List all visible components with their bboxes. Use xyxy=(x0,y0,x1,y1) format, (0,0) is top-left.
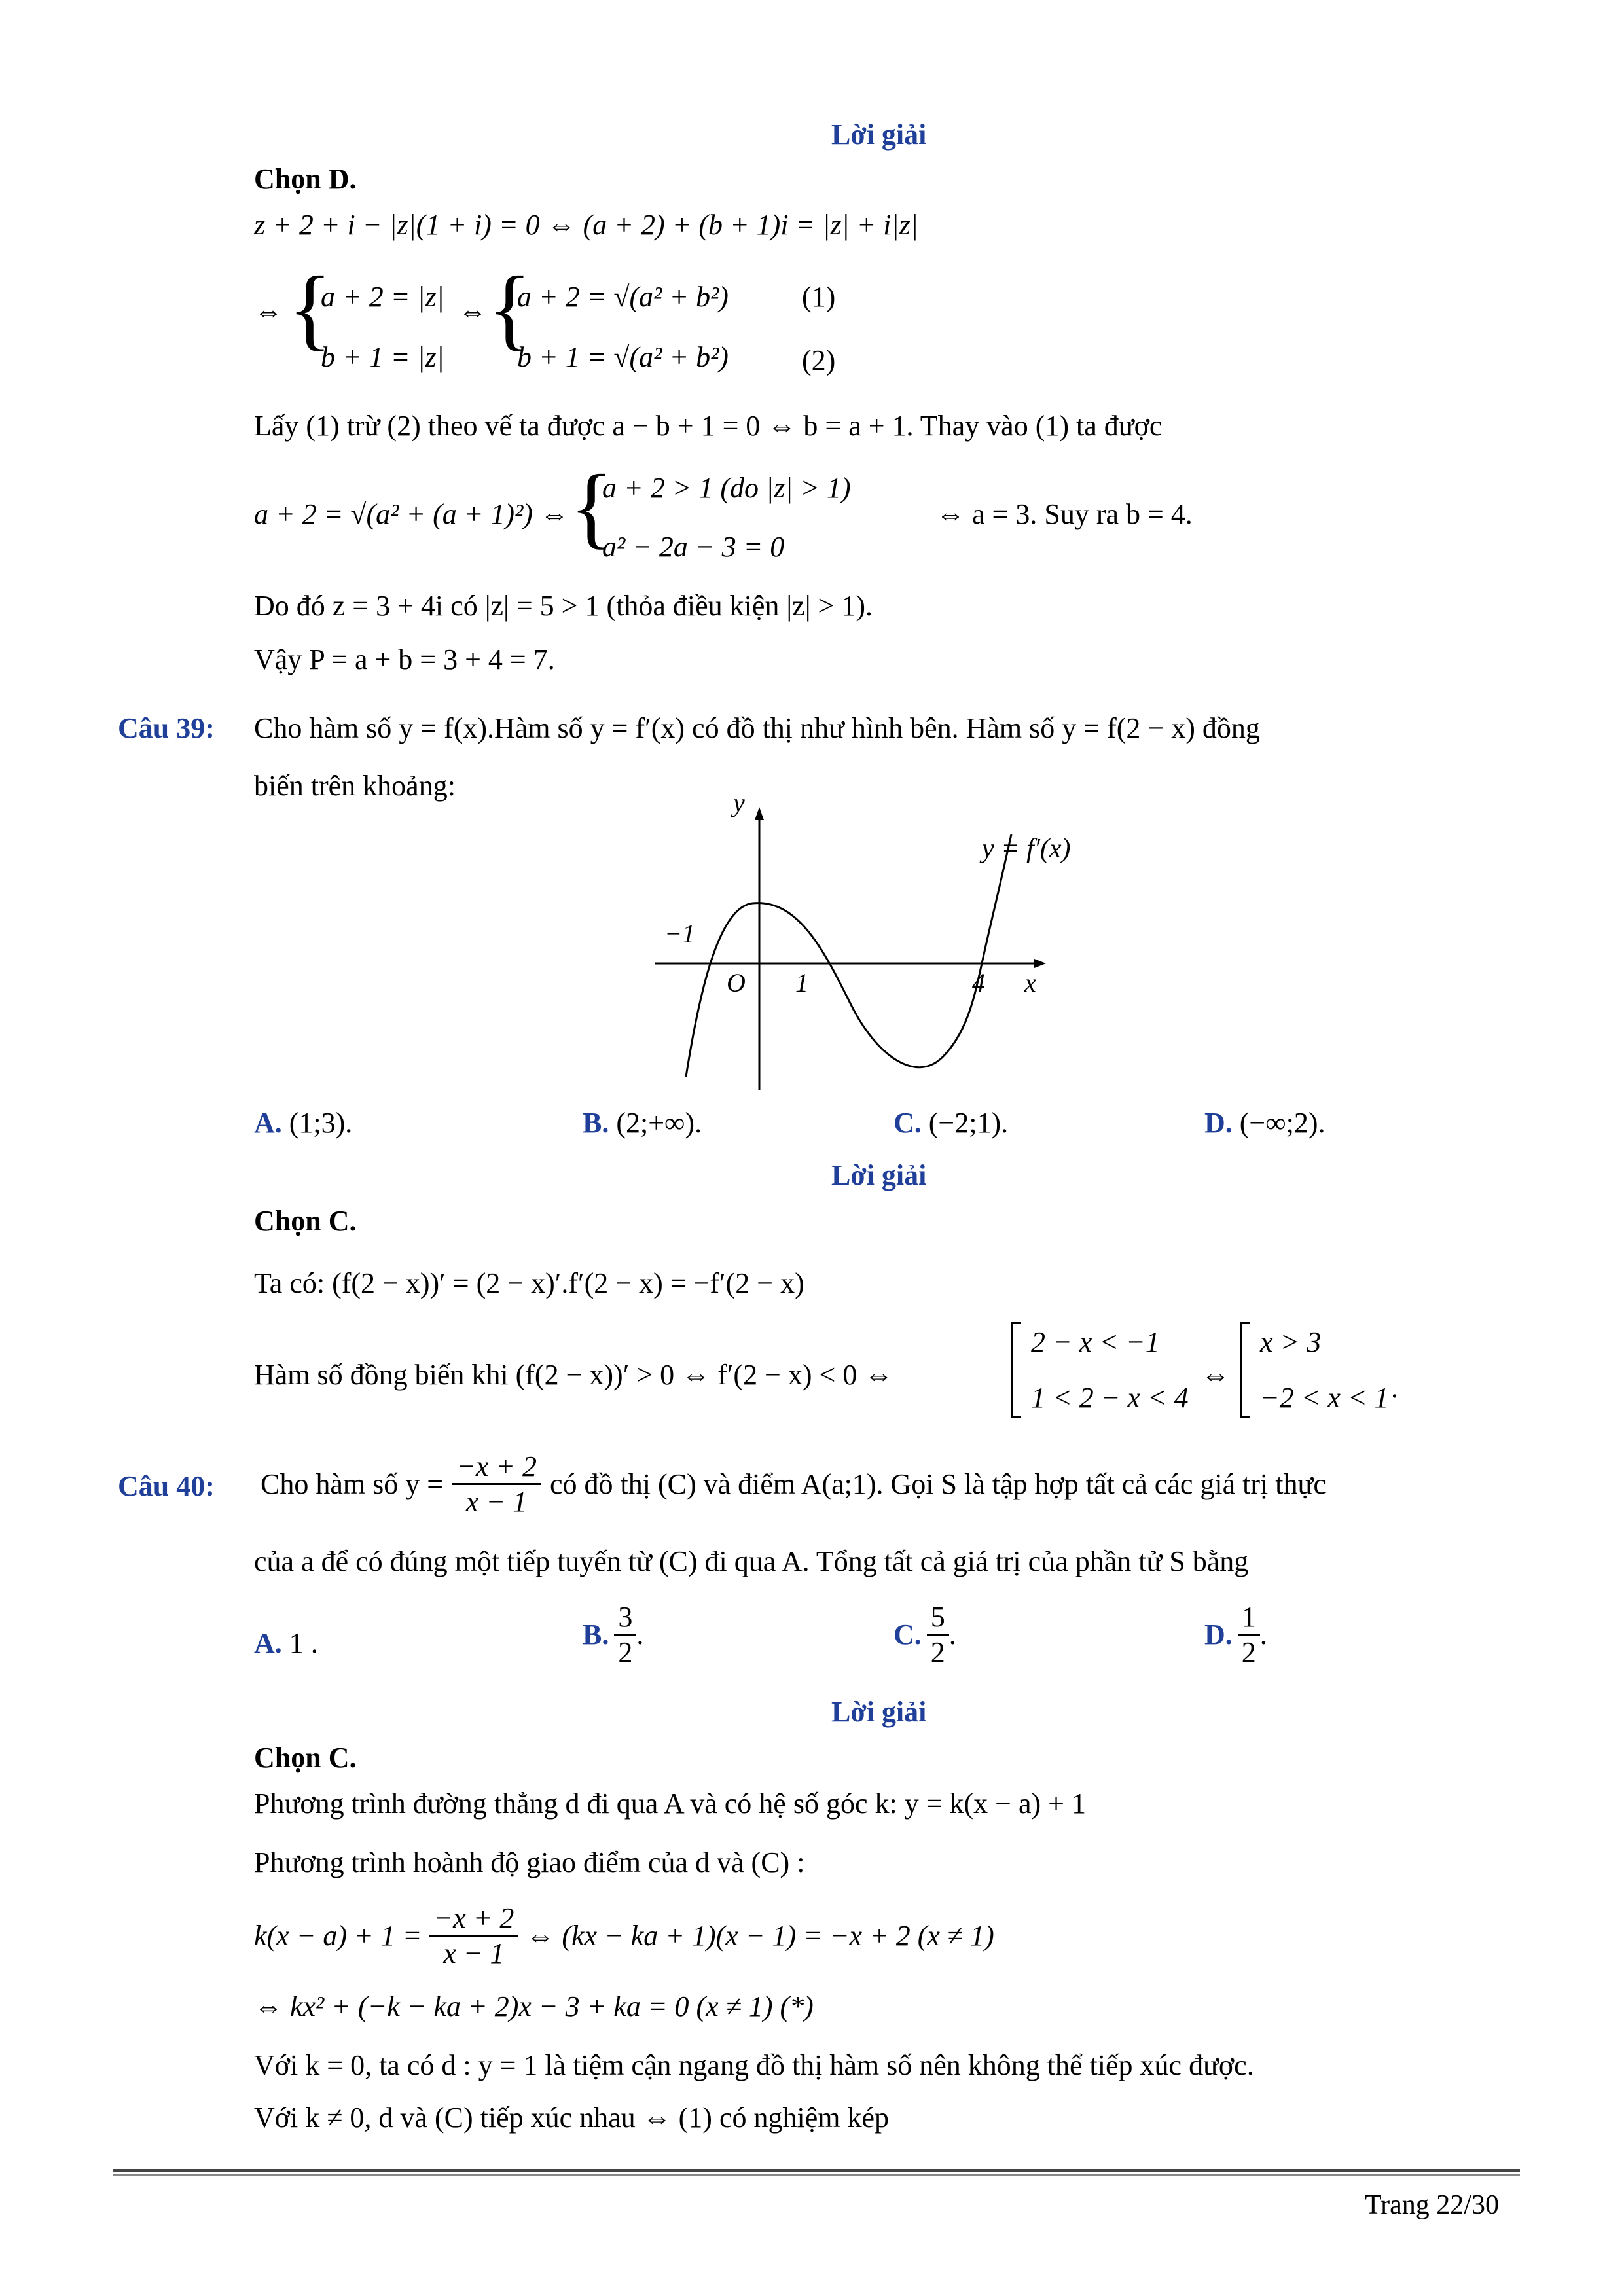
question-40-frac-den: x − 1 xyxy=(465,1486,528,1518)
solution-choice-3: Chọn C. xyxy=(254,1742,357,1774)
solution-1-line-6: Vậy P = a + b = 3 + 4 = 7. xyxy=(254,643,555,675)
solution-choice-1: Chọn D. xyxy=(254,163,357,195)
curve-label: y = f′(x) xyxy=(982,834,1071,864)
solution-1-line-1: z + 2 + i − |z|(1 + i) = 0 ⇔ (a + 2) + (b + 1)i = |z| + i|z| xyxy=(254,209,918,241)
system-1-eq-2: b + 1 = |z| xyxy=(321,341,444,373)
question-40-text-2: của a để có đúng một tiếp tuyến từ (C) đi qua A. Tổng tất cả giá trị của phần tử S bằng xyxy=(254,1545,1249,1577)
q40-option-b-num: 3 xyxy=(614,1600,636,1636)
system-3-eq-2: a² − 2a − 3 = 0 xyxy=(602,531,785,563)
x-axis-label: x xyxy=(1024,968,1036,997)
solution-3-line-6: Với k ≠ 0, d và (C) tiếp xúc nhau ⇔ (1) có nghiệm kép xyxy=(254,2102,889,2134)
q40-option-a-value: 1 . xyxy=(289,1627,318,1659)
q40-option-c-period: . xyxy=(948,1619,956,1651)
footer-rule-thin xyxy=(113,2174,1520,2176)
solution-3-frac-den: x − 1 xyxy=(443,1937,505,1969)
solution-heading-2: Lời giải xyxy=(831,1159,927,1191)
solution-1-line-4d: ⇔ a = 3. Suy ra b = 4. xyxy=(936,498,1193,530)
question-40-fraction xyxy=(452,1450,541,1518)
solution-choice-2: Chọn C. xyxy=(254,1205,357,1237)
bracket-2-eq-1: x > 3 xyxy=(1260,1326,1322,1358)
solution-1-line-4a: a + 2 = √(a² + (a + 1)²) ⇔ xyxy=(254,498,569,530)
solution-heading-3: Lời giải xyxy=(831,1696,927,1728)
derivative-curve xyxy=(686,834,1011,1077)
page-number: Trang 22/30 xyxy=(1365,2190,1499,2220)
system-2-eq-1: a + 2 = √(a² + b²) xyxy=(517,281,729,313)
solution-3-line-2: Phương trình hoành độ giao điểm của d và (C) : xyxy=(254,1846,805,1878)
q39-option-c[interactable] xyxy=(893,1106,1008,1139)
equation-tag-1: (1) xyxy=(802,281,836,313)
tick-label-4: 4 xyxy=(972,968,985,997)
tick-label-1: 1 xyxy=(795,968,808,997)
solution-3-frac-num: −x + 2 xyxy=(429,1901,518,1937)
bracket-2 xyxy=(1240,1322,1250,1418)
bracket-2-eq-2: −2 < x < 1 xyxy=(1260,1382,1389,1414)
solution-heading-1: Lời giải xyxy=(831,118,927,151)
equivalence-symbol: ⇔ xyxy=(254,295,283,327)
y-axis-arrow xyxy=(755,807,764,820)
solution-3-line-5: Với k = 0, ta có d : y = 1 là tiệm cận ngang đồ thị hàm số nên không thể tiếp xúc được. xyxy=(254,2049,1254,2081)
q40-option-b-fraction xyxy=(614,1600,636,1669)
q39-option-c-value: (−2;1). xyxy=(928,1107,1009,1139)
question-39-text-1: Cho hàm số y = f(x).Hàm số y = f′(x) có đồ thị như hình bên. Hàm số y = f(2 − x) đồng xyxy=(254,712,1260,744)
q39-option-b-value: (2;+∞). xyxy=(616,1107,702,1139)
q40-option-b-letter: B. xyxy=(583,1619,609,1651)
q40-option-b-den: 2 xyxy=(618,1636,633,1668)
solution-1-line-5: Do đó z = 3 + 4i có |z| = 5 > 1 (thỏa điều kiện |z| > 1). xyxy=(254,590,873,622)
solution-3-line-3b: ⇔ (kx − ka + 1)(x − 1) = −x + 2 (x ≠ 1) xyxy=(526,1920,994,1952)
solution-2-line-2: Hàm số đồng biến khi (f(2 − x))′ > 0 ⇔ f′(2 − x) < 0 ⇔ xyxy=(254,1359,893,1391)
origin-label: O xyxy=(727,968,746,997)
footer-rule xyxy=(113,2169,1520,2172)
question-40-text-1 xyxy=(261,1450,1326,1518)
question-39-text-2: biến trên khoảng: xyxy=(254,770,456,802)
system-3-eq-1: a + 2 > 1 (do |z| > 1) xyxy=(602,472,851,504)
equation-tag-2: (2) xyxy=(802,344,836,376)
solution-3-line-3 xyxy=(254,1901,994,1970)
question-40-label: Câu 40: xyxy=(118,1470,215,1502)
q39-option-b[interactable] xyxy=(583,1106,702,1139)
solution-1-line-3: Lấy (1) trừ (2) theo vế ta được a − b + 1 = 0 ⇔ b = a + 1. Thay vào (1) ta được xyxy=(254,410,1163,442)
q40-option-d[interactable] xyxy=(1204,1600,1267,1669)
q40-option-c-fraction xyxy=(927,1600,949,1669)
bracket-1-eq-2: 1 < 2 − x < 4 xyxy=(1031,1382,1189,1414)
q40-option-d-num: 1 xyxy=(1238,1600,1260,1636)
q39-option-a-letter: A. xyxy=(254,1107,282,1139)
system-brace-1: { xyxy=(288,258,333,359)
question-39-label: Câu 39: xyxy=(118,712,215,744)
question-40-text-1b: có đồ thị (C) và điểm A(a;1). Gọi S là tập hợp tất cả các giá trị thực xyxy=(549,1468,1326,1500)
solution-3-line-3a: k(x − a) + 1 = xyxy=(254,1920,422,1952)
q40-option-b[interactable] xyxy=(583,1600,643,1669)
q40-option-c-letter: C. xyxy=(893,1619,922,1651)
equivalence-symbol-2: ⇔ xyxy=(458,295,487,327)
x-axis-arrow xyxy=(1034,959,1046,968)
system-1-eq-1: a + 2 = |z| xyxy=(321,281,444,313)
q40-option-b-period: . xyxy=(636,1619,644,1651)
solution-3-line-4: ⇔ kx² + (−k − ka + 2)x − 3 + ka = 0 (x ≠ 1) (*) xyxy=(254,1990,814,2022)
q40-option-a-letter: A. xyxy=(254,1627,282,1659)
q40-option-c-den: 2 xyxy=(930,1636,945,1668)
solution-2-line-1: Ta có: (f(2 − x))′ = (2 − x)′.f′(2 − x) = −f′(2 − x) xyxy=(254,1267,804,1299)
question-40-text-1a: Cho hàm số y = xyxy=(261,1468,444,1500)
q40-option-d-letter: D. xyxy=(1204,1619,1233,1651)
q40-option-d-den: 2 xyxy=(1241,1636,1256,1668)
q39-option-d-letter: D. xyxy=(1204,1107,1233,1139)
q39-option-d-value: (−∞;2). xyxy=(1239,1107,1326,1139)
q40-option-d-period: . xyxy=(1259,1619,1267,1651)
q39-option-d[interactable] xyxy=(1204,1106,1326,1139)
solution-3-fraction xyxy=(429,1901,518,1970)
q40-option-d-fraction xyxy=(1238,1600,1260,1669)
y-axis-label: y xyxy=(733,795,745,817)
q39-option-a-value: (1;3). xyxy=(289,1107,353,1139)
q39-option-a[interactable] xyxy=(254,1106,352,1139)
derivative-graph xyxy=(641,795,1139,1096)
bracket-1 xyxy=(1011,1322,1021,1418)
solution-3-line-1: Phương trình đường thẳng d đi qua A và có hệ số góc k: y = k(x − a) + 1 xyxy=(254,1787,1086,1820)
solution-2-period: . xyxy=(1391,1372,1398,1404)
system-brace-2: { xyxy=(488,258,532,359)
q40-option-c-num: 5 xyxy=(927,1600,949,1636)
system-2-eq-2: b + 1 = √(a² + b²) xyxy=(517,341,729,373)
system-brace-3: { xyxy=(569,456,614,558)
q40-option-c[interactable] xyxy=(893,1600,956,1669)
q39-option-c-letter: C. xyxy=(893,1107,922,1139)
equivalence-symbol-3: ⇔ xyxy=(1201,1359,1230,1391)
bracket-1-eq-1: 2 − x < −1 xyxy=(1031,1326,1160,1358)
question-40-frac-num: −x + 2 xyxy=(452,1450,541,1485)
q40-option-a[interactable] xyxy=(254,1626,318,1660)
q39-option-b-letter: B. xyxy=(583,1107,609,1139)
tick-label-neg1: −1 xyxy=(664,919,695,948)
